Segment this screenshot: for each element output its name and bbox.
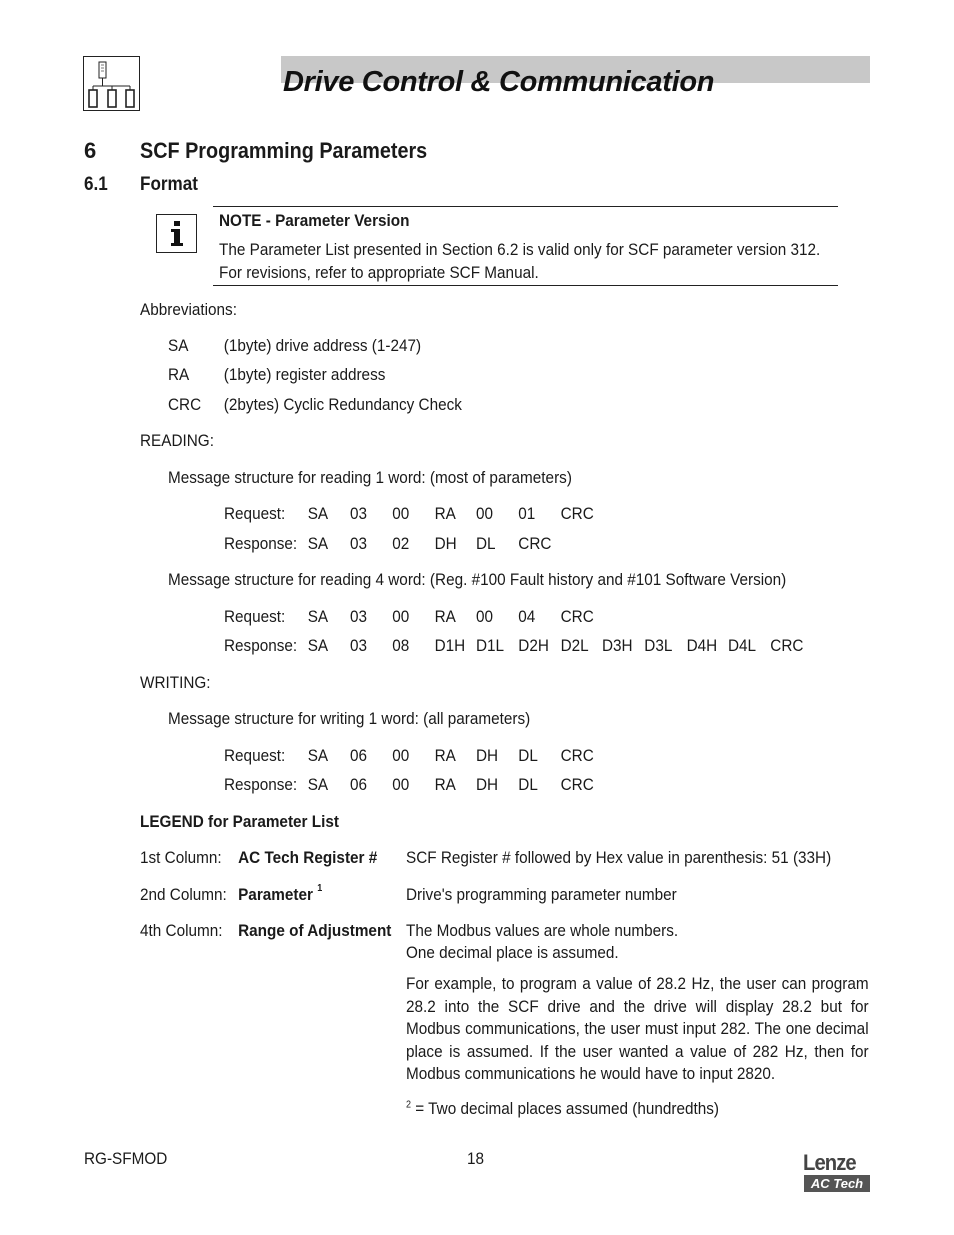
frame-byte: 06 xyxy=(350,746,368,765)
note-top-rule xyxy=(213,206,838,207)
frame-byte: 00 xyxy=(392,504,410,523)
footnote-marker: 2 xyxy=(406,1099,412,1111)
frame-byte: 03 xyxy=(350,504,368,523)
frame-byte: 00 xyxy=(392,775,410,794)
frame-byte: D2H xyxy=(518,636,549,655)
network-diagram-icon xyxy=(83,56,140,111)
note-bottom-rule xyxy=(213,285,838,286)
legend-column-name: AC Tech Register # xyxy=(238,848,378,867)
frame-byte: D4H xyxy=(686,636,718,655)
frame-byte: CRC xyxy=(770,636,804,655)
frame-byte: 02 xyxy=(392,534,410,553)
frame-byte: 08 xyxy=(392,636,410,655)
frame-label: Response: xyxy=(224,636,298,655)
frame-byte: SA xyxy=(307,636,329,655)
note-line-1: The Parameter List presented in Section 6.2 is valid only for SCF parameter version 312. xyxy=(219,240,821,259)
writing-heading: WRITING: xyxy=(140,673,211,692)
frame-label: Request: xyxy=(224,746,286,765)
frame-label: Response: xyxy=(224,775,298,794)
legend-heading: LEGEND for Parameter List xyxy=(140,812,339,831)
reading-heading: READING: xyxy=(140,431,214,450)
legend-column-label: 2nd Column: xyxy=(140,885,227,904)
page-number: 18 xyxy=(467,1149,485,1168)
frame-label: Response: xyxy=(224,534,298,553)
frame-byte: 06 xyxy=(350,775,368,794)
frame-byte: SA xyxy=(307,746,329,765)
abbreviation-key: CRC xyxy=(168,395,202,414)
note-title: NOTE - Parameter Version xyxy=(219,211,410,230)
frame-byte: 00 xyxy=(476,504,494,523)
frame-byte: SA xyxy=(307,607,329,626)
frame-byte: CRC xyxy=(560,607,594,626)
section-title: SCF Programming Parameters xyxy=(140,138,428,163)
abbreviations-heading: Abbreviations: xyxy=(140,300,237,319)
frame-byte: D2L xyxy=(560,636,589,655)
frame-byte: 03 xyxy=(350,636,368,655)
frame-byte: DL xyxy=(476,534,496,553)
abbreviation-desc: (1byte) register address xyxy=(223,365,386,384)
frame-byte: 03 xyxy=(350,534,368,553)
frame-byte: DH xyxy=(434,534,457,553)
writing-msg-1: Message structure for writing 1 word: (all parameters) xyxy=(168,709,531,728)
frame-byte: RA xyxy=(434,607,456,626)
footer-doc-id: RG-SFMOD xyxy=(84,1149,168,1168)
frame-label: Request: xyxy=(224,607,286,626)
legend-description: The Modbus values are whole numbers. xyxy=(406,921,679,940)
legend-column-name: Range of Adjustment xyxy=(238,921,392,940)
abbreviation-desc: (2bytes) Cyclic Redundancy Check xyxy=(223,395,462,414)
frame-byte: CRC xyxy=(560,775,594,794)
lenze-actech-logo xyxy=(803,1150,870,1192)
frame-byte: CRC xyxy=(518,534,552,553)
logo-brand: Lenze xyxy=(803,1150,856,1175)
frame-byte: 01 xyxy=(518,504,536,523)
frame-byte: RA xyxy=(434,775,456,794)
frame-byte: 00 xyxy=(392,607,410,626)
abbreviation-key: SA xyxy=(168,336,189,355)
legend-column-label: 1st Column: xyxy=(140,848,222,867)
frame-byte: D3H xyxy=(602,636,633,655)
footnote-marker: 1 xyxy=(317,883,323,895)
frame-byte: DH xyxy=(476,746,499,765)
frame-byte: D1L xyxy=(476,636,505,655)
abbreviation-desc: (1byte) drive address (1-247) xyxy=(223,336,422,355)
subsection-title: Format xyxy=(140,174,198,195)
frame-byte: 00 xyxy=(476,607,494,626)
logo-sub-brand: AC Tech xyxy=(804,1175,870,1192)
frame-byte: DH xyxy=(476,775,499,794)
section-number: 6 xyxy=(84,138,97,163)
footnote xyxy=(406,1099,719,1119)
frame-byte: DL xyxy=(518,775,538,794)
legend-description: Drive's programming parameter number xyxy=(406,885,677,904)
legend-column-label: 4th Column: xyxy=(140,921,223,940)
frame-byte: SA xyxy=(307,504,329,523)
frame-byte: SA xyxy=(307,775,329,794)
frame-byte: 03 xyxy=(350,607,368,626)
page-header-title: Drive Control & Communication xyxy=(283,66,715,98)
frame-byte: SA xyxy=(307,534,329,553)
reading-msg-1: Message structure for reading 1 word: (most of parameters) xyxy=(168,468,572,487)
frame-byte: 00 xyxy=(392,746,410,765)
example-text: For example, to program a value of 28.2 Hz, the user can program 28.2 into the SCF drive and the drive will display 28.2 but for Modbus communications, the user must input 282. The one decimal place is assumed. If the user wanted a value of 282 Hz, then for Modbus communications he would have to input 2820. xyxy=(406,974,869,1083)
frame-byte: D1H xyxy=(434,636,466,655)
reading-msg-2: Message structure for reading 4 word: (Reg. #100 Fault history and #101 Software Version) xyxy=(168,570,787,589)
example-paragraph xyxy=(406,973,869,1086)
legend-name-text: Parameter xyxy=(238,885,313,904)
legend-column-name xyxy=(238,885,322,905)
frame-byte: D4L xyxy=(728,636,757,655)
footnote-text: = Two decimal places assumed (hundredths) xyxy=(415,1099,720,1118)
legend-description: SCF Register # followed by Hex value in parenthesis: 51 (33H) xyxy=(406,848,832,867)
subsection-number: 6.1 xyxy=(84,174,108,195)
note-line-2: For revisions, refer to appropriate SCF Manual. xyxy=(219,263,539,282)
frame-byte: RA xyxy=(434,504,456,523)
frame-label: Request: xyxy=(224,504,286,523)
frame-byte: DL xyxy=(518,746,538,765)
frame-byte: CRC xyxy=(560,504,594,523)
frame-byte: CRC xyxy=(560,746,594,765)
abbreviation-key: RA xyxy=(168,365,190,384)
legend-description-line-2: One decimal place is assumed. xyxy=(406,943,619,962)
info-icon xyxy=(156,214,197,253)
frame-byte: D3L xyxy=(644,636,673,655)
frame-byte: 04 xyxy=(518,607,536,626)
frame-byte: RA xyxy=(434,746,456,765)
